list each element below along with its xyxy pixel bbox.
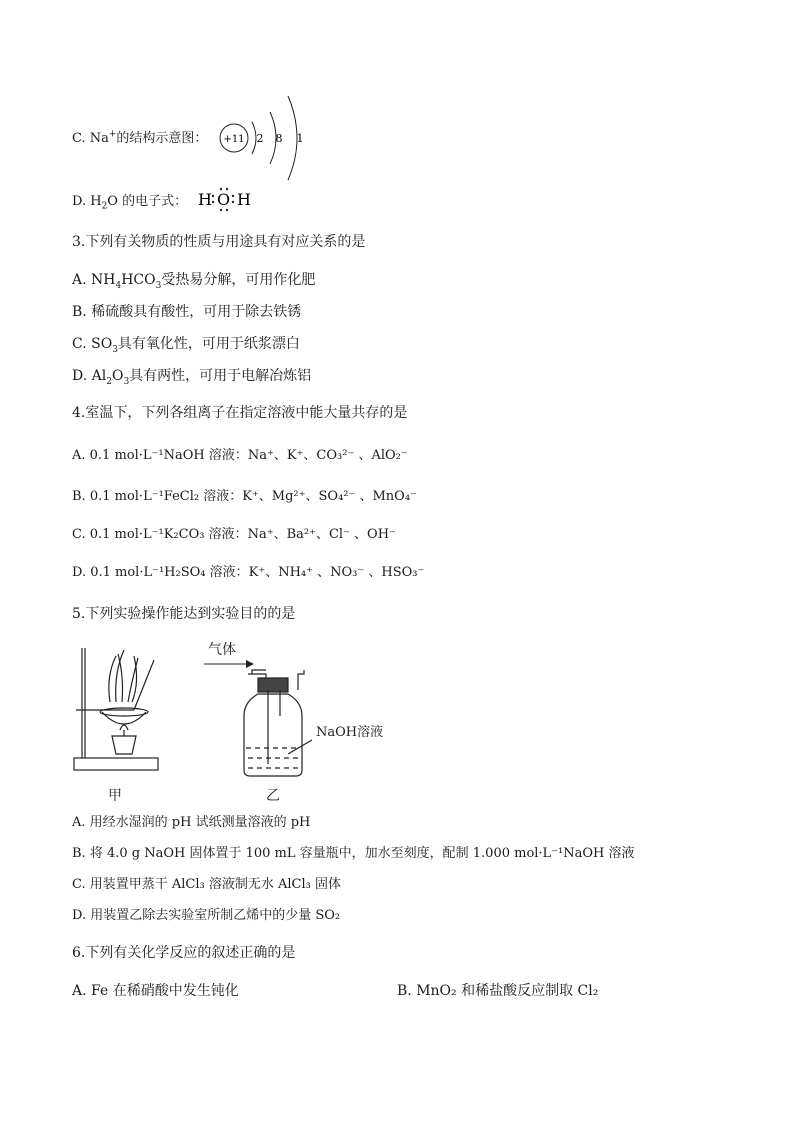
q3-option-a: A. $NH_4HCO_3$受热易分解，可用作化肥	[72, 272, 316, 291]
q4-option-a: A. 0.1 mol·L⁻¹NaOH 溶液：Na⁺、K⁺、CO₃²⁻ 、AlO₂⁻	[72, 448, 408, 463]
option-c-sup: +	[108, 129, 117, 140]
apparatus-jia	[74, 648, 158, 770]
q4-option-d: D. 0.1 mol·L⁻¹H₂SO₄ 溶液：K⁺、NH₄⁺ 、NO₃⁻ 、HSO₃⁻	[72, 565, 425, 580]
option-d-sub: 2	[101, 201, 108, 212]
electron-formula-left-h: H	[198, 190, 212, 209]
atomic-structure-diagram	[214, 92, 314, 182]
apparatus-yi	[244, 670, 312, 776]
q5-option-d: D. 用装置乙除去实验室所制乙烯中的少量 SO₂	[72, 908, 341, 923]
q3-option-d: D. $Al_2O_3$具有两性，可用于电解冶炼铝	[72, 368, 312, 387]
electron-formula-right-h: H	[237, 190, 251, 209]
option-c-na-structure	[72, 130, 207, 148]
option-c-suffix: 的结构示意图：	[116, 131, 208, 146]
shell-2-count: 8	[275, 132, 283, 145]
naoh-solution-label: NaOH溶液	[316, 725, 384, 740]
caption-yi: 乙	[266, 788, 280, 804]
q5-option-c: C. 用装置甲蒸干 AlCl₃ 溶液制无水 AlCl₃ 固体	[72, 877, 342, 892]
electron-formula-o: O	[217, 190, 231, 209]
q3-option-c: C. $SO_3$具有氧化性，可用于纸浆漂白	[72, 336, 300, 355]
caption-jia: 甲	[108, 788, 122, 804]
nucleus-label: +11	[223, 134, 245, 145]
shell-3-count: 1	[296, 132, 304, 145]
option-d-h2o	[72, 193, 187, 211]
q3-stem: 3.下列有关物质的性质与用途具有对应关系的是	[72, 234, 366, 250]
apparatus-figure	[68, 636, 408, 806]
q4-option-c: C. 0.1 mol·L⁻¹K₂CO₃ 溶液：Na⁺、Ba²⁺、Cl⁻ 、OH⁻	[72, 527, 396, 542]
q6-option-a: A. Fe 在稀硝酸中发生钝化	[72, 983, 239, 999]
electron-formula	[196, 186, 256, 216]
q4-stem: 4.室温下，下列各组离子在指定溶液中能大量共存的是	[72, 405, 408, 421]
q3-option-b: B. 稀硫酸具有酸性，可用于除去铁锈	[72, 304, 302, 320]
shell-1-count: 2	[256, 132, 264, 145]
option-d-prefix: D. H	[72, 194, 102, 209]
q5-option-a: A. 用经水湿润的 pH 试纸测量溶液的 pH	[72, 815, 311, 830]
q5-stem: 5.下列实验操作能达到实验目的的是	[72, 606, 296, 622]
q5-option-b: B. 将 4.0 g NaOH 固体置于 100 mL 容量瓶中，加水至刻度，配制 1.000 mol·L⁻¹NaOH 溶液	[72, 846, 635, 861]
option-c-prefix: C. Na	[72, 131, 109, 146]
q6-option-b: B. MnO₂ 和稀盐酸反应制取 Cl₂	[397, 983, 599, 999]
q6-stem: 6.下列有关化学反应的叙述正确的是	[72, 945, 296, 961]
gas-label: 气体	[208, 642, 236, 658]
q4-option-b: B. 0.1 mol·L⁻¹FeCl₂ 溶液：K⁺、Mg²⁺、SO₄²⁻ 、MnO₄⁻	[72, 489, 417, 504]
option-d-suffix: O 的电子式：	[107, 194, 188, 209]
